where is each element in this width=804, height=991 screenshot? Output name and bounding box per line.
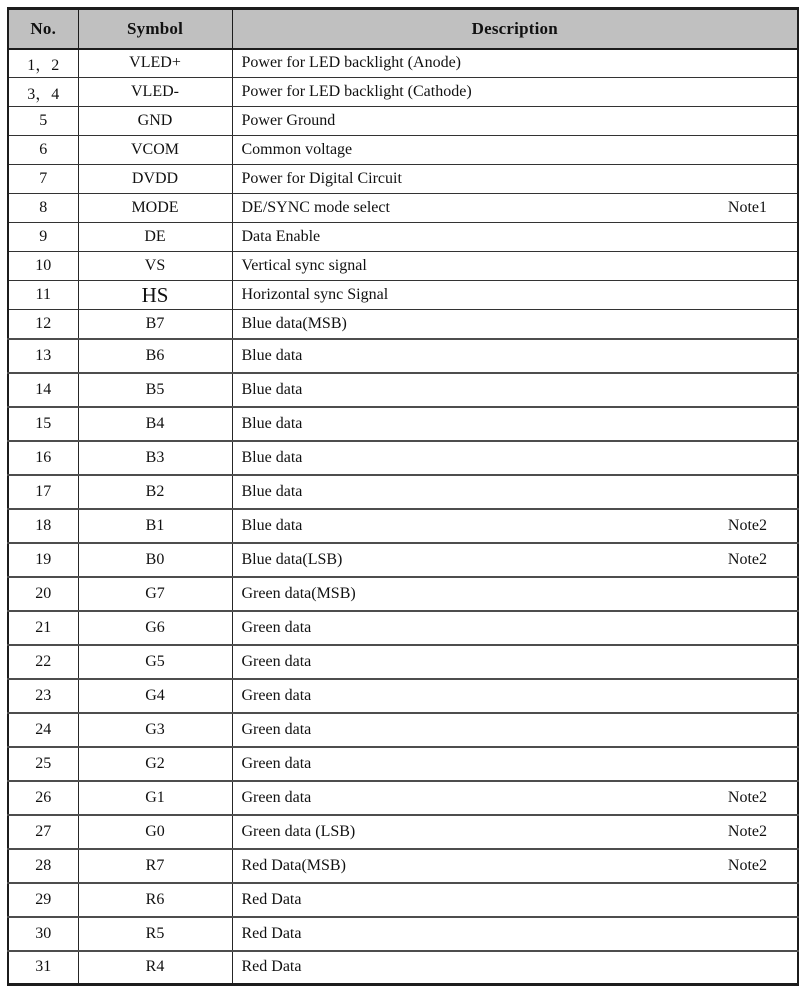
table-row [8,713,798,747]
pin-number-cell: 14 [8,373,78,407]
pin-number-cell: 6 [8,136,78,165]
pin-symbol-cell: R6 [78,883,232,917]
description-line [233,517,798,535]
pin-symbol-cell: MODE [78,194,232,223]
description-line [233,958,798,976]
description-line [233,483,798,501]
table-row [8,441,798,475]
pin-table-body [8,49,798,985]
pin-symbol-cell: G2 [78,747,232,781]
table-row [8,475,798,509]
description-text: Green data (LSB) [241,822,356,840]
pin-number-cell: 11 [8,281,78,310]
description-line [233,585,798,603]
table-row [8,339,798,373]
description-text: Common voltage [241,141,353,158]
pin-description-cell [232,883,798,917]
pin-symbol-cell: VLED+ [78,49,232,78]
description-line [233,449,798,467]
pin-description-cell [232,747,798,781]
description-line [233,619,798,637]
table-row [8,747,798,781]
pin-description-cell [232,165,798,194]
description-line [233,112,798,130]
pin-number-cell: 8 [8,194,78,223]
description-line [233,721,798,739]
pin-number-cell: 10 [8,252,78,281]
table-row [8,107,798,136]
pin-description-cell [232,543,798,577]
description-text: Horizontal sync Signal [241,286,389,303]
pin-description-table [7,7,799,986]
pin-symbol-cell: G3 [78,713,232,747]
pin-description-cell [232,339,798,373]
description-text: Data Enable [241,228,321,245]
description-text: Green data [241,754,312,772]
table-row [8,917,798,951]
pin-description-cell [232,194,798,223]
column-header-description: Description [232,9,798,49]
description-line [233,891,798,909]
table-header [8,9,798,49]
pin-number-cell: 9 [8,223,78,252]
column-header-symbol: Symbol [78,9,232,49]
pin-number-cell: 22 [8,645,78,679]
description-text: Power for Digital Circuit [241,170,402,187]
pin-symbol-cell: B6 [78,339,232,373]
pin-symbol-cell: R5 [78,917,232,951]
description-text: Power Ground [241,112,336,129]
table-row [8,194,798,223]
pin-symbol-cell: B0 [78,543,232,577]
description-text: Red Data [241,890,302,908]
pin-number-cell: 7 [8,165,78,194]
pin-number-cell: 18 [8,509,78,543]
pin-description-cell [232,611,798,645]
description-text: DE/SYNC mode select [241,199,390,216]
pin-number-cell: 23 [8,679,78,713]
pin-number-cell: 30 [8,917,78,951]
pin-number-cell: 26 [8,781,78,815]
table-row [8,781,798,815]
description-text: Blue data [241,482,303,500]
pin-description-cell [232,815,798,849]
description-text: Green data [241,686,312,704]
description-line [233,755,798,773]
description-text: Red Data(MSB) [241,856,346,874]
pin-number-cell: 12 [8,310,78,339]
pin-symbol-cell: G5 [78,645,232,679]
table-row [8,679,798,713]
description-line [233,823,798,841]
note-label: Note2 [727,516,767,534]
description-text: Red Data [241,924,302,942]
pin-number-cell: 28 [8,849,78,883]
pin-number-cell: 29 [8,883,78,917]
table-row [8,165,798,194]
pin-description-cell [232,781,798,815]
pin-number-cell: 5 [8,107,78,136]
table-row [8,509,798,543]
header-row [8,9,798,49]
pin-symbol-cell: DVDD [78,165,232,194]
pin-symbol-cell: GND [78,107,232,136]
description-line [233,286,798,304]
description-text: Red Data [241,958,302,976]
pin-symbol-cell: R4 [78,951,232,985]
description-line [233,54,798,72]
table-row [8,136,798,165]
description-line [233,789,798,807]
pin-number-cell: 21 [8,611,78,645]
description-line [233,415,798,433]
pin-description-cell [232,577,798,611]
pin-symbol-cell: B2 [78,475,232,509]
pin-number-cell: 24 [8,713,78,747]
pin-symbol-cell: G6 [78,611,232,645]
pin-description-cell [232,679,798,713]
table-row [8,373,798,407]
description-text: Vertical sync signal [241,257,367,274]
pin-symbol-cell: VS [78,252,232,281]
note-label: Note2 [727,856,767,874]
table-row [8,611,798,645]
description-text: Blue data [241,448,303,466]
description-text: Green data [241,788,312,806]
description-line [233,257,798,275]
pin-number-cell: 1，2 [8,49,78,78]
description-line [233,687,798,705]
table-row [8,883,798,917]
description-text: Green data(MSB) [241,584,356,602]
description-line [233,83,798,101]
pin-symbol-cell: VCOM [78,136,232,165]
description-line [233,381,798,399]
description-line [233,857,798,875]
description-text: Power for LED backlight (Anode) [241,54,461,72]
pin-symbol-cell: G0 [78,815,232,849]
column-header-no: No. [8,9,78,49]
description-line [233,228,798,246]
pin-description-cell [232,136,798,165]
pin-number-cell: 27 [8,815,78,849]
description-text: Power for LED backlight (Cathode) [241,83,472,100]
pin-description-cell [232,373,798,407]
pin-symbol-cell: DE [78,223,232,252]
description-line [233,551,798,569]
pin-description-cell [232,49,798,78]
description-text: Blue data [241,346,303,364]
table-row [8,252,798,281]
note-label: Note2 [727,788,767,806]
pin-description-cell [232,475,798,509]
pin-symbol-cell: B5 [78,373,232,407]
pin-number-cell: 15 [8,407,78,441]
pin-number-cell: 25 [8,747,78,781]
pin-symbol-cell: G1 [78,781,232,815]
description-line [233,925,798,943]
description-text: Blue data(LSB) [241,550,343,568]
pin-symbol-cell: G4 [78,679,232,713]
pin-number-cell: 19 [8,543,78,577]
pin-description-cell [232,223,798,252]
pin-description-cell [232,917,798,951]
note-label: Note1 [727,199,767,216]
pin-symbol-cell: HS [78,281,232,310]
pin-symbol-cell: VLED- [78,78,232,107]
pin-symbol-cell: B7 [78,310,232,339]
note-label: Note2 [727,550,767,568]
description-text: Green data [241,652,312,670]
pin-symbol-cell: R7 [78,849,232,883]
pin-description-cell [232,441,798,475]
pin-description-cell [232,310,798,339]
table-row [8,951,798,985]
description-line [233,170,798,188]
pin-number-cell: 17 [8,475,78,509]
description-line [233,141,798,159]
pin-number-cell: 13 [8,339,78,373]
description-text: Blue data [241,414,303,432]
table-row [8,407,798,441]
description-text: Blue data(MSB) [241,314,347,332]
table-row [8,223,798,252]
pin-description-cell [232,107,798,136]
description-text: Blue data [241,516,303,534]
table-row [8,577,798,611]
table-row [8,815,798,849]
note-label: Note2 [727,822,767,840]
pin-symbol-cell: B1 [78,509,232,543]
table-row [8,281,798,310]
table-row [8,310,798,339]
table-row [8,78,798,107]
pin-number-cell: 3，4 [8,78,78,107]
pin-number-cell: 20 [8,577,78,611]
pin-description-cell [232,78,798,107]
pin-number-cell: 16 [8,441,78,475]
pin-number-cell: 31 [8,951,78,985]
pin-symbol-cell: G7 [78,577,232,611]
table-row [8,49,798,78]
pin-description-cell [232,509,798,543]
description-line [233,347,798,365]
pin-description-cell [232,849,798,883]
pin-symbol-cell: B3 [78,441,232,475]
description-text: Green data [241,618,312,636]
description-line [233,199,798,217]
description-line [233,653,798,671]
pin-description-cell [232,281,798,310]
table-row [8,849,798,883]
description-text: Blue data [241,380,303,398]
pin-description-cell [232,407,798,441]
table-row [8,543,798,577]
pin-description-cell [232,645,798,679]
pin-symbol-cell: B4 [78,407,232,441]
pin-description-cell [232,951,798,985]
description-text: Green data [241,720,312,738]
description-line [233,315,798,333]
pin-description-cell [232,252,798,281]
pin-description-cell [232,713,798,747]
table-row [8,645,798,679]
